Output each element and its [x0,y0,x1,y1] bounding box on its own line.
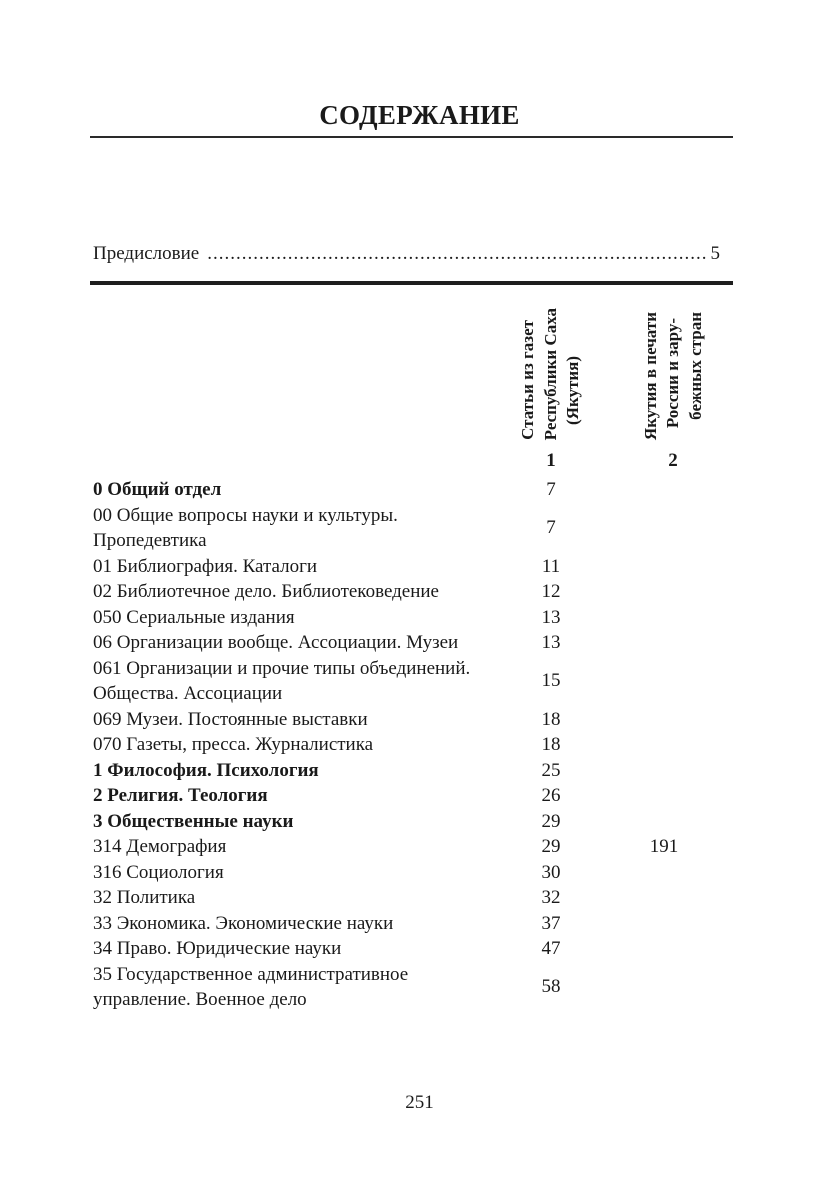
toc-row[interactable] [93,783,743,809]
toc-row-page-col1: 13 [541,606,561,628]
toc-row-label: 050 Сериальные издания [93,606,295,628]
toc-row[interactable] [93,911,743,937]
column-header-line: Статьи из газет [518,320,537,440]
toc-row-label: 070 Газеты, пресса. Журналистика [93,734,374,755]
toc-row-label: 33 Экономика. Экономические науки [93,912,394,934]
toc-row[interactable] [93,656,743,707]
toc-row-label: 3 Общественные науки [93,810,294,832]
toc-row-label: 02 Библиотечное дело. Библиотековедение [93,581,439,602]
toc-row-page-col1: 30 [541,861,561,883]
toc-row-page-col2: 191 [649,836,679,857]
toc-row-page-col1: 18 [541,708,561,730]
toc-row[interactable] [93,809,743,835]
toc-row-page-col1: 25 [541,759,561,781]
toc-row[interactable] [93,885,743,911]
toc-row-page-col1: 7 [546,479,556,500]
toc-row-page-col1: 29 [541,810,561,832]
toc-row-label: 32 Политика [93,887,196,908]
column-header-line: Якутия в печати [641,311,660,440]
toc-row-page-col1: 11 [541,555,561,577]
page-title: СОДЕРЖАНИЕ [319,100,520,130]
toc-row-page-col1: 37 [541,912,561,934]
toc-row-page-col1: 26 [541,785,561,806]
dot-leader [207,243,706,265]
toc-row-label: 0 Общий отдел [93,479,222,500]
toc-row[interactable] [93,477,743,503]
toc-row[interactable] [93,758,743,784]
preface-label: Предисловие [93,243,200,264]
toc-row[interactable] [93,503,743,554]
toc-row[interactable] [93,630,743,656]
toc-row-label: 06 Организации вообще. Ассоциации. Музеи [93,632,459,653]
toc-row-page-col1: 7 [546,517,556,539]
toc-row-label: 35 Государственное административное управление. Военное дело [93,963,409,1010]
column-header-line: бежных стран [686,312,705,420]
toc-row-page-col1: 32 [541,887,561,908]
toc-row-label: 069 Музеи. Постоянные выставки [93,708,368,730]
toc-row[interactable] [93,605,743,631]
toc-row-label: 314 Демография [93,836,227,857]
toc-row[interactable] [93,707,743,733]
toc-row-page-col1: 13 [541,632,561,653]
toc-row[interactable] [93,936,743,962]
toc-row[interactable] [93,834,743,860]
toc-table [93,477,743,1013]
toc-row-label: 00 Общие вопросы науки и культуры. Пропедевтика [93,504,398,551]
toc-row-label: 061 Организации и прочие типы объединений. Общества. Ассоциации [93,657,471,704]
toc-row[interactable] [93,579,743,605]
toc-row-label: 2 Религия. Теология [93,785,268,806]
toc-row-page-col1: 15 [541,670,561,692]
page-number: 251 [405,1092,434,1113]
toc-row-page-col1: 58 [541,976,561,998]
toc-row-page-col1: 18 [541,734,561,755]
toc-row[interactable] [93,860,743,886]
column-header-line: России и зару- [663,317,682,428]
preface-page: 5 [710,243,720,264]
toc-row-label: 01 Библиография. Каталоги [93,555,318,577]
toc-row-label: 316 Социология [93,861,224,883]
toc-row-page-col1: 47 [541,938,561,959]
toc-row[interactable] [93,732,743,758]
toc-row[interactable] [93,554,743,580]
title-rule [90,136,733,138]
column-number-2: 2 [668,450,678,471]
column-number-1: 1 [546,450,556,471]
toc-row-label: 1 Философия. Психология [93,759,319,781]
toc-row-label: 34 Право. Юридические науки [93,938,342,959]
column-header-line: Республики Саха [541,307,560,440]
toc-row-page-col1: 12 [541,581,561,602]
toc-row-page-col1: 29 [541,836,561,857]
table-top-rule [90,281,733,285]
column-header-line: (Якутия) [563,356,582,425]
toc-entry-preface[interactable] [93,243,720,265]
toc-row[interactable] [93,962,743,1013]
